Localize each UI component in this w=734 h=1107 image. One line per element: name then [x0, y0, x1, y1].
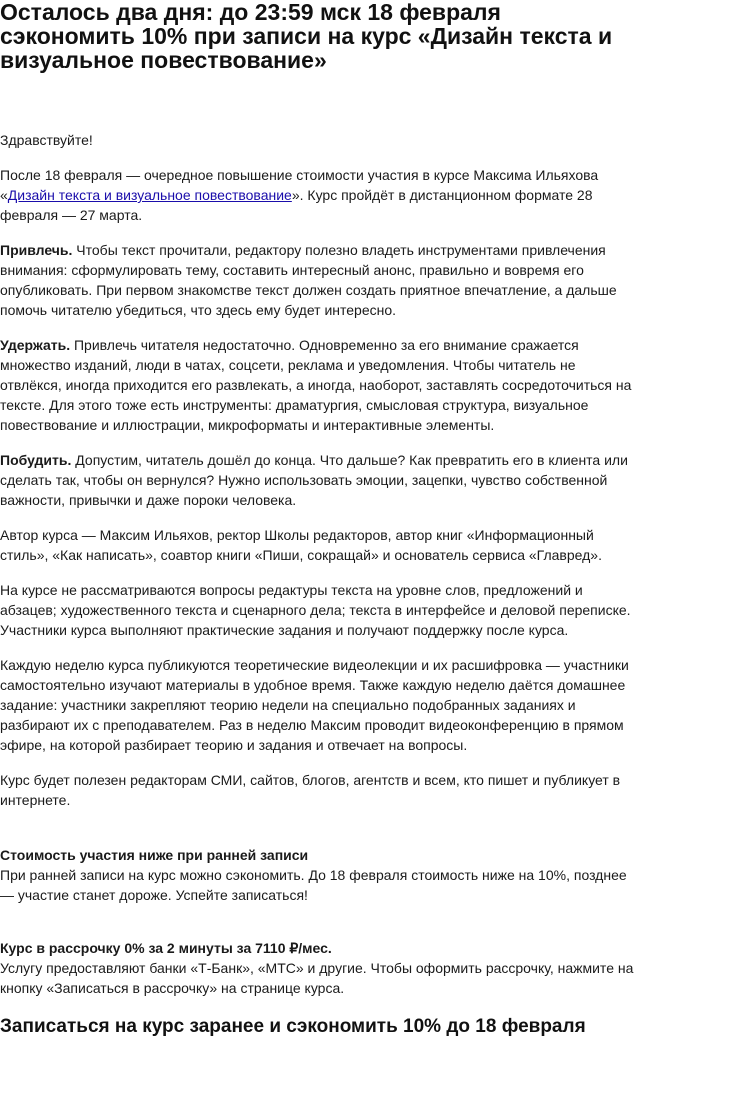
- footer-heading: Записаться на курс заранее и сэкономить 10% до 18 февраля: [0, 1016, 586, 1037]
- audience-paragraph: Курс будет полезен редакторам СМИ, сайтов, блогов, агентств и всем, кто пишет и публикует в интернете.: [0, 772, 621, 808]
- early-signup-block: [0, 845, 640, 905]
- intro-before-link: После 18 февраля — очередное повышение стоимости участия в курсе Максима Ильяхова «: [0, 167, 599, 203]
- spacer: [0, 72, 640, 130]
- scope-paragraph: На курсе не рассматриваются вопросы редактуры текста на уровне слов, предложений и абзацев; художественного текста и сценарного дела; текста в интерфейсе и деловой переписке. Участники курса выполняют практические задания и получают поддержку после курса.: [0, 582, 631, 638]
- intro-paragraph: [0, 165, 640, 225]
- section-lead: Привлечь.: [0, 242, 73, 258]
- page-title: Осталось два дня: до 23:59 мск 18 февраля сэкономить 10% при записи на курс «Дизайн текста и визуальное повествование»: [0, 0, 613, 73]
- installment-text: Услугу предоставляют банки «Т-Банк», «МТС» и другие. Чтобы оформить рассрочку, нажмите на кнопку «Записаться в рассрочку» на странице курса.: [0, 960, 634, 996]
- course-link[interactable]: Дизайн текста и визуальное повествование: [7, 187, 292, 203]
- intro-after-link: ». Курс пройдёт в дистанционном формате 28 февраля — 27 марта.: [0, 187, 593, 223]
- section-lead: Побудить.: [0, 452, 72, 468]
- installment-block: [0, 938, 640, 998]
- section-text: Допустим, читатель дошёл до конца. Что дальше? Как превратить его в клиента или сделать так, чтобы он вернулся? Нужно использовать эмоции, зацепки, чувство собственной важности, привычки и даже пороки человека.: [0, 452, 628, 508]
- section-text: Привлечь читателя недостаточно. Одновременно за его внимание сражается множество изданий, люди в чатах, соцсети, реклама и уведомления. Чтобы читатель не отвлёкся, иногда приходится его развлекать, а иногда, наоборот, заставлять сосредоточиться на тексте. Для этого тоже есть инструменты: драматургия, смысловая структура, визуальное повествование и иллюстрации, микроформаты и интерактивные элементы.: [0, 337, 632, 433]
- author-paragraph: Автор курса — Максим Ильяхов, ректор Школы редакторов, автор книг «Информационный стиль», «Как написать», соавтор книги «Пиши, сокращай» и основатель сервиса «Главред».: [0, 527, 602, 563]
- greeting: Здравствуйте!: [0, 132, 93, 148]
- spacer: [0, 825, 640, 845]
- spacer: [0, 905, 640, 938]
- early-signup-title: Стоимость участия ниже при ранней записи: [0, 847, 309, 863]
- installment-title: Курс в рассрочку 0% за 2 минуты за 7110 ₽/мес.: [0, 940, 332, 956]
- section-lead: Удержать.: [0, 337, 71, 353]
- spacer: [0, 998, 640, 1016]
- early-signup-text: При ранней записи на курс можно сэкономить. До 18 февраля стоимость ниже на 10%, позднее — участие станет дороже. Успейте записаться!: [0, 867, 627, 903]
- format-paragraph: Каждую неделю курса публикуются теоретические видеолекции и их расшифровка — участники самостоятельно изучают материалы в удобное время. Также каждую неделю даётся домашнее задание: участники закрепляют теорию недели на специально подобранных заданиях и разбирают их с преподавателем. Раз в неделю Максим проводит видеоконференцию в прямом эфире, на которой разбирает теорию и задания и отвечает на вопросы.: [0, 657, 629, 753]
- section-motivate: [0, 450, 640, 510]
- section-text: Чтобы текст прочитали, редактору полезно владеть инструментами привлечения внимания: сформулировать тему, составить интересный анонс, правильно и вовремя его опубликовать. При первом знакомстве текст должен создать приятное впечатление, а дальше помочь читателю убедиться, что здесь ему будет интересно.: [0, 242, 617, 318]
- section-attract: [0, 240, 640, 320]
- section-retain: [0, 335, 640, 435]
